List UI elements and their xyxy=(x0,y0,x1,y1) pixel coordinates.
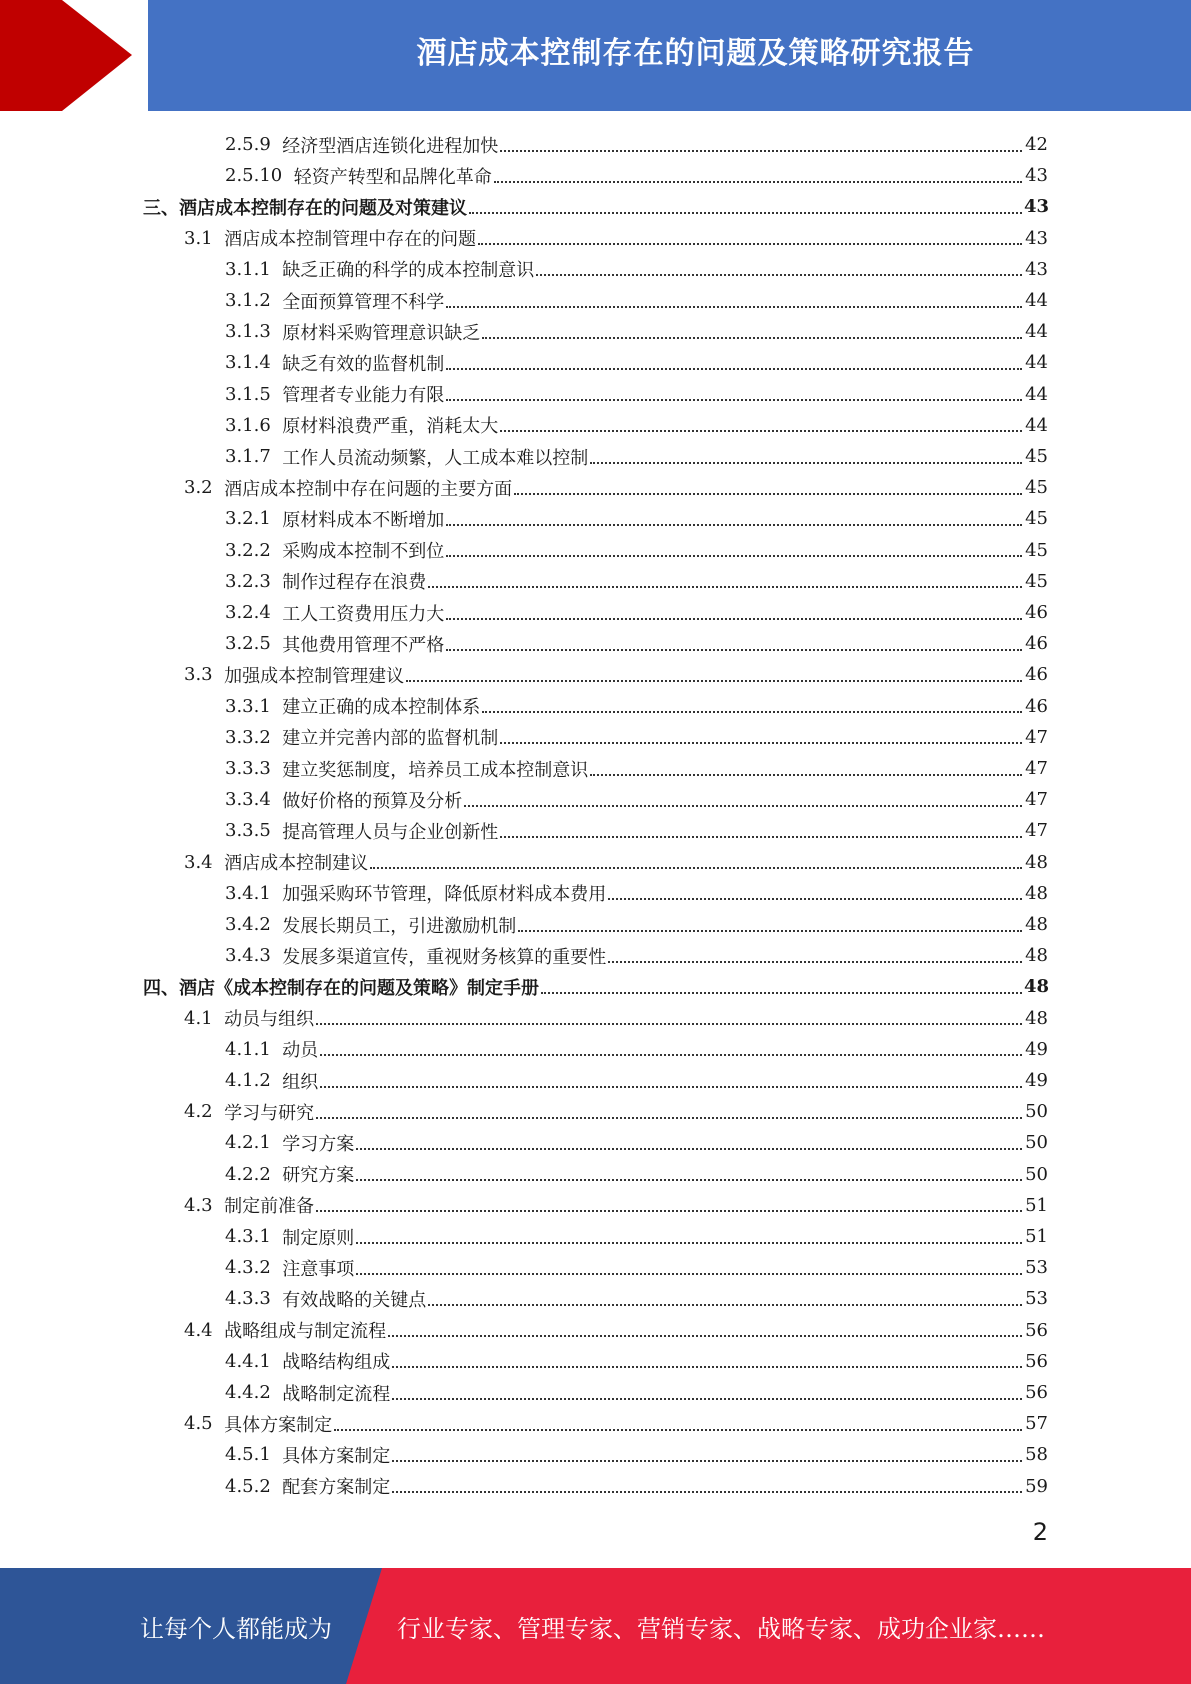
toc-entry-title: 发展多渠道宣传，重视财务核算的重要性 xyxy=(282,946,607,968)
toc-entry[interactable] xyxy=(0,503,1191,534)
toc-entry-page: 56 xyxy=(1025,1350,1048,1372)
toc-entry[interactable] xyxy=(0,1190,1191,1221)
toc-entry[interactable] xyxy=(0,441,1191,472)
toc-entry[interactable] xyxy=(0,347,1191,378)
toc-leader-dots xyxy=(478,243,1022,245)
toc-entry[interactable] xyxy=(0,1003,1191,1034)
toc-entry[interactable] xyxy=(0,722,1191,753)
toc-entry-title: 工作人员流动频繁，人工成本难以控制 xyxy=(282,447,589,469)
toc-entry-page: 43 xyxy=(1025,227,1048,249)
toc-entry-title: 提高管理人员与企业创新性 xyxy=(282,821,499,843)
toc-leader-dots xyxy=(356,1242,1022,1244)
toc-entry-number: 3.3 xyxy=(184,664,213,686)
toc-entry-page: 48 xyxy=(1025,914,1048,935)
toc-entry[interactable] xyxy=(0,628,1191,659)
toc-entry-page: 50 xyxy=(1025,1101,1048,1123)
toc-entry-number: 3.3.3 xyxy=(225,758,271,779)
toc-entry-number: 3.4.3 xyxy=(225,945,271,967)
toc-entry-title: 四、酒店《成本控制存在的问题及策略》制定手册 xyxy=(143,977,539,999)
toc-entry-page: 48 xyxy=(1025,851,1048,873)
toc-entry-page: 49 xyxy=(1025,1070,1048,1091)
toc-leader-dots xyxy=(446,555,1022,557)
toc-entry-page: 44 xyxy=(1025,290,1048,311)
toc-entry-page: 53 xyxy=(1025,1257,1048,1279)
toc-leader-dots xyxy=(316,1023,1022,1025)
toc-entry-number: 3.2.3 xyxy=(225,570,271,592)
toc-entry-number: 3.4 xyxy=(184,851,213,873)
toc-leader-dots xyxy=(608,898,1022,900)
toc-entry[interactable] xyxy=(0,847,1191,878)
toc-leader-dots xyxy=(446,399,1022,401)
toc-entry-number: 3.3.5 xyxy=(225,820,271,842)
toc-leader-dots xyxy=(469,212,1022,214)
toc-entry-number: 2.5.9 xyxy=(225,134,271,155)
toc-entry[interactable] xyxy=(0,316,1191,347)
toc-entry-title: 酒店成本控制中存在问题的主要方面 xyxy=(224,478,513,500)
toc-leader-dots xyxy=(320,1086,1022,1088)
toc-leader-dots xyxy=(536,274,1022,276)
toc-entry[interactable] xyxy=(0,1159,1191,1190)
toc-entry[interactable] xyxy=(0,160,1191,191)
toc-entry[interactable] xyxy=(0,1096,1191,1127)
toc-entry-page: 43 xyxy=(1025,165,1048,187)
toc-entry[interactable] xyxy=(0,1283,1191,1314)
toc-leader-dots xyxy=(590,462,1022,464)
toc-entry-page: 57 xyxy=(1025,1413,1048,1435)
toc-entry-page: 58 xyxy=(1025,1444,1048,1466)
toc-entry[interactable] xyxy=(0,878,1191,909)
toc-leader-dots xyxy=(428,586,1022,588)
toc-entry-number: 3.2.5 xyxy=(225,633,271,655)
toc-entry-page: 50 xyxy=(1025,1132,1048,1154)
toc-leader-dots xyxy=(356,1179,1022,1181)
toc-leader-dots xyxy=(482,337,1022,339)
page-footer xyxy=(0,1568,1191,1684)
toc-leader-dots xyxy=(392,1366,1022,1368)
toc-entry-number: 3.2.2 xyxy=(225,539,271,561)
toc-entry-title: 有效战略的关键点 xyxy=(282,1289,427,1311)
toc-leader-dots xyxy=(316,1117,1022,1119)
toc-entry-title: 战略制定流程 xyxy=(282,1383,391,1405)
toc-entry-number: 4.3 xyxy=(184,1194,213,1216)
toc-entry-number: 4.2 xyxy=(184,1101,213,1123)
toc-leader-dots xyxy=(608,961,1022,963)
toc-entry-number: 4.4.2 xyxy=(225,1382,271,1403)
toc-entry-title: 动员与组织 xyxy=(224,1009,315,1031)
toc-entry-title: 具体方案制定 xyxy=(224,1414,333,1436)
toc-entry-title: 建立并完善内部的监督机制 xyxy=(282,728,499,750)
toc-entry-page: 47 xyxy=(1025,820,1048,842)
toc-entry-number: 3.3.1 xyxy=(225,695,271,717)
toc-entry-title: 组织 xyxy=(282,1071,319,1093)
toc-entry-number: 4.4 xyxy=(184,1319,213,1341)
toc-leader-dots xyxy=(446,649,1022,651)
toc-leader-dots xyxy=(392,1460,1022,1462)
toc-entry-number: 4.2.2 xyxy=(225,1163,271,1185)
toc-entry-title: 研究方案 xyxy=(282,1165,355,1187)
toc-leader-dots xyxy=(392,1398,1022,1400)
toc-entry-number: 3.1.2 xyxy=(225,290,271,311)
toc-entry[interactable] xyxy=(0,535,1191,566)
toc-entry-page: 45 xyxy=(1025,446,1048,467)
toc-leader-dots xyxy=(388,1335,1022,1337)
toc-entry-number: 4.5.1 xyxy=(225,1444,271,1466)
toc-leader-dots xyxy=(500,150,1022,152)
toc-entry-page: 44 xyxy=(1025,321,1048,343)
toc-entry[interactable] xyxy=(0,1252,1191,1283)
toc-entry-page: 56 xyxy=(1025,1319,1048,1341)
toc-entry-number: 3.1 xyxy=(184,227,213,249)
toc-entry[interactable] xyxy=(0,1408,1191,1439)
toc-entry-number: 4.3.1 xyxy=(225,1226,271,1247)
toc-entry-page: 48 xyxy=(1025,1007,1048,1029)
toc-entry-title: 制定前准备 xyxy=(224,1196,315,1218)
toc-entry-number: 2.5.10 xyxy=(225,165,283,187)
toc-entry-title: 三、酒店成本控制存在的问题及对策建议 xyxy=(143,197,467,219)
toc-leader-dots xyxy=(541,992,1022,994)
toc-entry-page: 49 xyxy=(1025,1038,1048,1060)
toc-entry-number: 4.4.1 xyxy=(225,1350,271,1372)
toc-entry-page: 45 xyxy=(1025,477,1048,499)
toc-entry-number: 4.1 xyxy=(184,1007,213,1029)
toc-entry-number: 3.1.7 xyxy=(225,446,271,467)
toc-entry[interactable] xyxy=(0,410,1191,441)
toc-entry-page: 44 xyxy=(1025,352,1048,374)
toc-entry-title: 管理者专业能力有限 xyxy=(282,385,445,407)
toc-entry-page: 47 xyxy=(1025,726,1048,748)
toc-entry-title: 发展长期员工，引进激励机制 xyxy=(282,915,517,937)
toc-entry-title: 采购成本控制不到位 xyxy=(282,541,445,563)
toc-entry-number: 3.4.2 xyxy=(225,914,271,935)
toc-leader-dots xyxy=(316,1210,1022,1212)
toc-entry-number: 3.2.4 xyxy=(225,602,271,623)
toc-entry-page: 46 xyxy=(1025,664,1048,686)
toc-entry-title: 原材料成本不断增加 xyxy=(282,509,445,531)
toc-entry-title: 战略组成与制定流程 xyxy=(224,1321,387,1343)
toc-entry-page: 46 xyxy=(1025,602,1048,623)
toc-entry-number: 4.3.3 xyxy=(225,1288,271,1310)
toc-entry[interactable] xyxy=(0,753,1191,784)
toc-entry[interactable] xyxy=(0,191,1191,222)
toc-entry[interactable] xyxy=(0,223,1191,254)
toc-leader-dots xyxy=(428,1304,1022,1306)
toc-entry-title: 工人工资费用压力大 xyxy=(282,603,445,625)
toc-entry[interactable] xyxy=(0,379,1191,410)
toc-leader-dots xyxy=(494,181,1022,183)
toc-entry-title: 制定原则 xyxy=(282,1227,355,1249)
toc-entry-title: 学习与研究 xyxy=(224,1102,315,1124)
toc-leader-dots xyxy=(356,1273,1022,1275)
toc-entry-number: 3.3.2 xyxy=(225,726,271,748)
toc-leader-dots xyxy=(356,1148,1022,1150)
toc-entry-number: 4.1.2 xyxy=(225,1070,271,1091)
toc-leader-dots xyxy=(500,836,1022,838)
toc-entry-title: 配套方案制定 xyxy=(282,1477,391,1499)
toc-entry-page: 59 xyxy=(1025,1475,1048,1497)
toc-entry-number: 3.1.4 xyxy=(225,352,271,374)
toc-entry-title: 制作过程存在浪费 xyxy=(282,572,427,594)
toc-leader-dots xyxy=(334,1429,1022,1431)
toc-entry-page: 47 xyxy=(1025,758,1048,779)
toc-entry[interactable] xyxy=(0,971,1191,1002)
toc-entry-page: 51 xyxy=(1025,1226,1048,1247)
toc-entry-title: 轻资产转型和品牌化革命 xyxy=(293,166,492,188)
toc-entry-page: 53 xyxy=(1025,1288,1048,1310)
toc-entry-title: 原材料浪费严重，消耗太大 xyxy=(282,416,499,438)
toc-entry-page: 45 xyxy=(1025,539,1048,561)
toc-entry[interactable] xyxy=(0,129,1191,160)
toc-entry-title: 缺乏正确的科学的成本控制意识 xyxy=(282,260,535,282)
toc-leader-dots xyxy=(320,1054,1022,1056)
toc-entry-page: 48 xyxy=(1025,882,1048,904)
toc-entry[interactable] xyxy=(0,285,1191,316)
toc-entry-title: 全面预算管理不科学 xyxy=(282,291,445,313)
toc-entry[interactable] xyxy=(0,1127,1191,1158)
toc-entry-title: 加强成本控制管理建议 xyxy=(224,665,405,687)
toc-entry-number: 4.3.2 xyxy=(225,1257,271,1279)
toc-entry-title: 战略结构组成 xyxy=(282,1352,391,1374)
toc-entry-title: 缺乏有效的监督机制 xyxy=(282,353,445,375)
toc-entry[interactable] xyxy=(0,254,1191,285)
footer-slogan-left: 让每个人都能成为 xyxy=(140,1614,332,1643)
toc-entry-page: 43 xyxy=(1025,258,1048,280)
toc-entry-title: 注意事项 xyxy=(282,1258,355,1280)
toc-entry[interactable] xyxy=(0,815,1191,846)
toc-entry-title: 酒店成本控制管理中存在的问题 xyxy=(224,229,477,251)
toc-entry-page: 44 xyxy=(1025,383,1048,405)
toc-entry[interactable] xyxy=(0,1034,1191,1065)
toc-entry-page: 46 xyxy=(1025,695,1048,717)
toc-entry-page: 44 xyxy=(1025,414,1048,436)
page-header xyxy=(0,0,1191,111)
toc-entry-page: 45 xyxy=(1025,508,1048,530)
toc-entry[interactable] xyxy=(0,1439,1191,1470)
toc-entry-title: 原材料采购管理意识缺乏 xyxy=(282,322,481,344)
toc-leader-dots xyxy=(446,306,1022,308)
toc-entry-number: 3.3.4 xyxy=(225,789,271,811)
toc-leader-dots xyxy=(464,805,1022,807)
toc-entry[interactable] xyxy=(0,1346,1191,1377)
toc-entry[interactable] xyxy=(0,940,1191,971)
toc-entry[interactable] xyxy=(0,1377,1191,1408)
toc-entry-title: 学习方案 xyxy=(282,1133,355,1155)
toc-entry-page: 50 xyxy=(1025,1163,1048,1185)
toc-entry-title: 经济型酒店连锁化进程加快 xyxy=(282,135,499,157)
toc-entry-page: 45 xyxy=(1025,570,1048,592)
toc-entry-title: 具体方案制定 xyxy=(282,1445,391,1467)
toc-entry[interactable] xyxy=(0,1065,1191,1096)
toc-entry-page: 47 xyxy=(1025,789,1048,811)
footer-slogan-right: 行业专家、管理专家、营销专家、战略专家、成功企业家…… xyxy=(397,1614,1045,1643)
toc-leader-dots xyxy=(500,742,1022,744)
toc-leader-dots xyxy=(446,524,1022,526)
toc-leader-dots xyxy=(370,867,1022,869)
toc-entry-page: 46 xyxy=(1025,633,1048,655)
toc-entry-page: 56 xyxy=(1025,1382,1048,1403)
toc-entry-title: 加强采购环节管理，降低原材料成本费用 xyxy=(282,884,607,906)
toc-entry[interactable] xyxy=(0,472,1191,503)
toc-leader-dots xyxy=(482,711,1022,713)
toc-entry-page: 51 xyxy=(1025,1194,1048,1216)
toc-entry-number: 3.1.3 xyxy=(225,321,271,343)
toc-entry[interactable] xyxy=(0,909,1191,940)
toc-leader-dots xyxy=(406,680,1022,682)
toc-entry[interactable] xyxy=(0,1471,1191,1502)
toc-leader-dots xyxy=(446,618,1022,620)
toc-entry-page: 48 xyxy=(1024,976,1050,998)
toc-leader-dots xyxy=(590,774,1022,776)
toc-entry-title: 其他费用管理不严格 xyxy=(282,634,445,656)
toc-entry-page: 48 xyxy=(1025,945,1048,967)
toc-leader-dots xyxy=(500,430,1022,432)
toc-entry-number: 4.5.2 xyxy=(225,1475,271,1497)
toc-entry[interactable] xyxy=(0,1221,1191,1252)
toc-entry[interactable] xyxy=(0,566,1191,597)
toc-leader-dots xyxy=(514,493,1022,495)
toc-entry-title: 酒店成本控制建议 xyxy=(224,853,369,875)
toc-entry-number: 3.1.6 xyxy=(225,414,271,436)
toc-entry-number: 4.5 xyxy=(184,1413,213,1435)
toc-leader-dots xyxy=(392,1491,1022,1493)
toc-entry-number: 3.4.1 xyxy=(225,882,271,904)
toc-entry-title: 建立正确的成本控制体系 xyxy=(282,697,481,719)
toc-entry[interactable] xyxy=(0,659,1191,690)
toc-entry-title: 建立奖惩制度，培养员工成本控制意识 xyxy=(282,759,589,781)
toc-entry[interactable] xyxy=(0,1315,1191,1346)
toc-entry-title: 动员 xyxy=(282,1040,319,1062)
toc-entry-page: 42 xyxy=(1025,134,1048,155)
document-title: 酒店成本控制存在的问题及策略研究报告 xyxy=(416,36,975,71)
toc-entry[interactable] xyxy=(0,784,1191,815)
toc-entry-number: 4.2.1 xyxy=(225,1132,271,1154)
toc-leader-dots xyxy=(446,368,1022,370)
page-number: 2 xyxy=(1032,1518,1048,1546)
toc-entry-number: 3.2.1 xyxy=(225,508,271,530)
toc-entry-number: 3.1.5 xyxy=(225,383,271,405)
toc-leader-dots xyxy=(518,930,1022,932)
toc-entry-number: 4.1.1 xyxy=(225,1038,271,1060)
toc-entry-page: 43 xyxy=(1024,196,1050,218)
toc-entry-title: 做好价格的预算及分析 xyxy=(282,790,463,812)
toc-entry[interactable] xyxy=(0,691,1191,722)
toc-entry-number: 3.1.1 xyxy=(225,258,271,280)
toc-entry-number: 3.2 xyxy=(184,477,213,499)
toc-entry[interactable] xyxy=(0,597,1191,628)
